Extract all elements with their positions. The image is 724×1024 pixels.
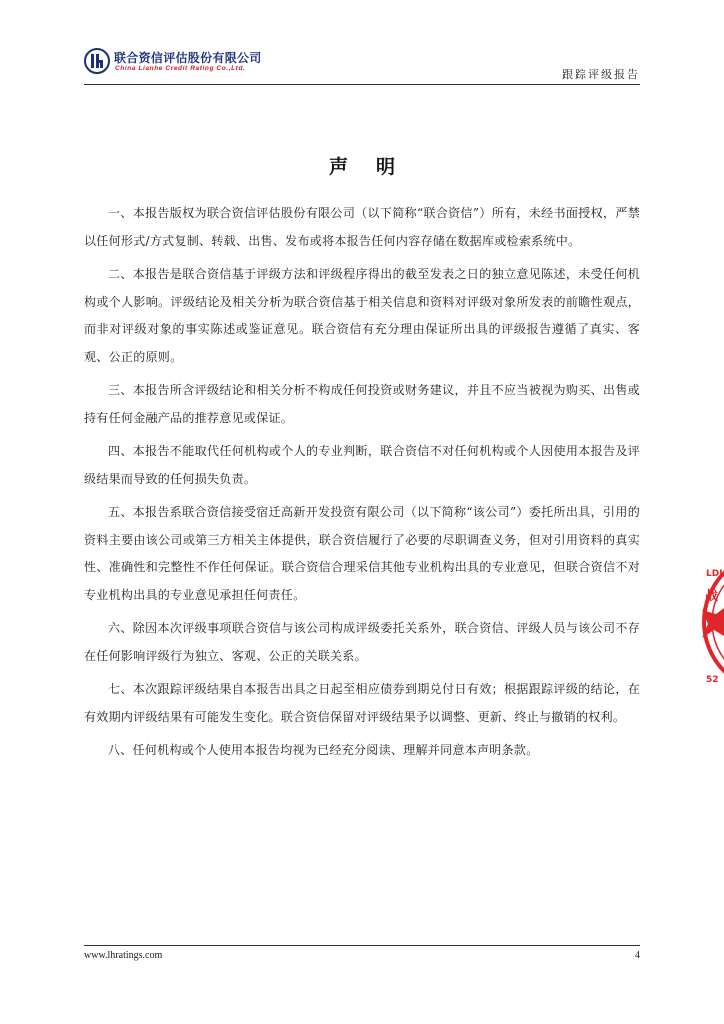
statement-paragraph-2: 二、本报告是联合资信基于评级方法和评级程序得出的截至发表之日的独立意见陈述，未受任何机构或个人影响。评级结论及相关分析为联合资信基于相关信息和资料对评级对象所发表的前瞻性观点，而非对评级对象的事实陈述或鉴证意见。联合资信有充分理由保证所出具的评级报告遵循了真实、客观、公正的原则。: [84, 267, 640, 364]
statement-paragraph-5: 五、本报告系联合资信接受宿迁高新开发投资有限公司（以下简称“该公司”）委托所出具，引用的资料主要由该公司或第三方相关主体提供，联合资信履行了必要的尽职调查义务，但对引用资料的真实性、准确性和完整性不作任何保证。联合资信合理采信其他专业机构出具的专业意见，但联合资信不对专业机构出具的专业意见承担任何责任。: [84, 505, 640, 602]
statement-paragraph-3: 三、本报告所含评级结论和相关分析不构成任何投资或财务建议，并且不应当被视为购买、出售或持有任何金融产品的推荐意见或保证。: [84, 383, 640, 425]
seal-fragment-top: LDI: [706, 569, 723, 579]
statement-paragraph-7: 七、本次跟踪评级结果自本报告出具之日起至相应债券到期兑付日有效；根据跟踪评级的结论，在有效期内评级结果有可能发生变化。联合资信保留对评级结果予以调整、更新、终止与撤销的权利。: [84, 682, 640, 724]
statement-body: [84, 200, 640, 771]
logo-company-name-en: China Lianhe Credit Rating Co.,Ltd.: [115, 65, 246, 72]
statement-paragraph-8: 八、任何机构或个人使用本报告均视为已经充分阅读、理解并同意本声明条款。: [108, 743, 539, 757]
lianhe-logo-icon: [84, 48, 110, 74]
report-type-label: 跟踪评级报告: [562, 68, 640, 81]
company-seal-stamp: [702, 548, 724, 696]
footer-website-link[interactable]: www.lhratings.com: [84, 950, 163, 961]
page-header: [84, 46, 640, 86]
seal-fragment-mid: 战: [705, 589, 719, 604]
page-title: 声明: [328, 156, 423, 178]
logo-company-name-cn: 联合资信评估股份有限公司: [114, 51, 262, 65]
page-number: 4: [635, 950, 640, 961]
company-logo: [84, 46, 284, 80]
footer-divider: [84, 945, 640, 946]
statement-paragraph-4: 四、本报告不能取代任何机构或个人的专业判断，联合资信不对任何机构或个人因使用本报告及评级结果而导致的任何损失负责。: [84, 444, 640, 486]
statement-paragraph-6: 六、除因本次评级事项联合资信与该公司构成评级委托关系外，联合资信、评级人员与该公司不存在任何影响评级行为独立、客观、公正的关联关系。: [84, 621, 640, 663]
statement-paragraph-1: 一、本报告版权为联合资信评估股份有限公司（以下简称“联合资信”）所有，未经书面授权，严禁以任何形式/方式复制、转载、出售、发布或将本报告任何内容存储在数据库或检索系统中。: [84, 206, 640, 248]
header-divider: [84, 84, 640, 85]
seal-fragment-bottom: 52: [706, 675, 719, 685]
